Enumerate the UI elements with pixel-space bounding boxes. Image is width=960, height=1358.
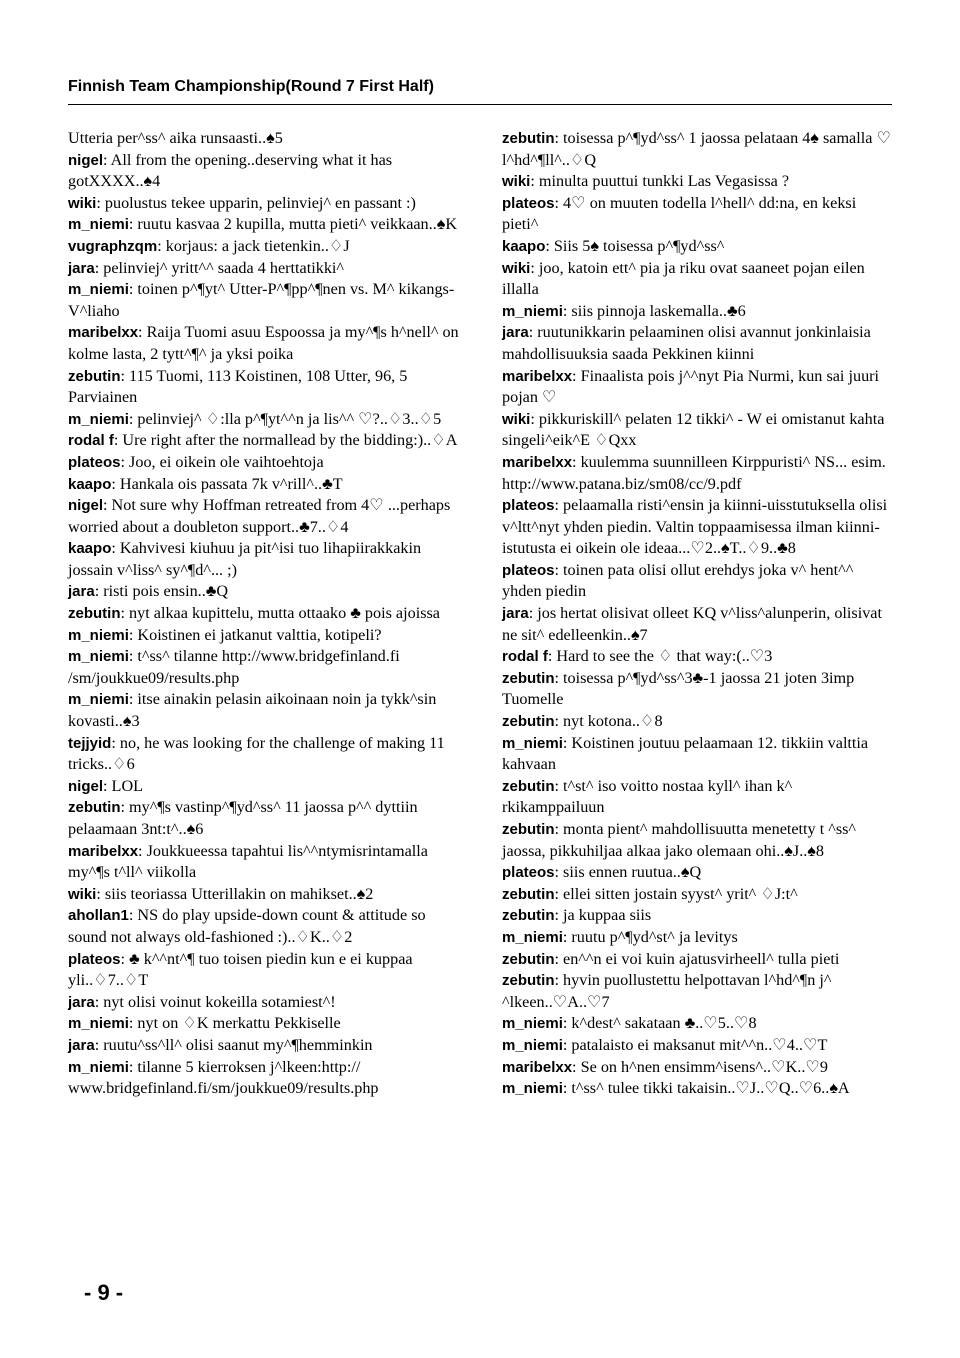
chat-message: : pelinviej^ yritt^^ saada 4 herttatikki^ [94,258,345,277]
chat-username: jara [68,259,95,277]
chat-entry [502,603,894,646]
chat-message: : Joo, ei oikein ole vaihtoehtoja [120,452,324,471]
left-column [68,128,460,1100]
chat-username: m_niemi [502,1015,563,1033]
chat-message: : tilanne 5 kierroksen j^lkeen:http:// www.bridgefinland.fi/sm/joukkue09/results.php [68,1057,379,1098]
chat-entry [502,1035,894,1057]
chat-username: ahollan1 [68,907,129,925]
chat-username: plateos [502,864,555,882]
chat-entry [502,905,894,927]
chat-username: m_niemi [68,281,129,299]
chat-entry [68,128,460,150]
chat-message: : en^^n ei voi kuin ajatusvirheell^ tulla pieti [554,949,840,968]
chat-message: : itse ainakin pelasin aikoinaan noin ja tykk^sin kovasti..♠3 [68,690,437,731]
chat-message: : pelaamalla risti^ensin ja kiinni-uisstutuksella olisi v^ltt^nyt yhden piedin. Valtin toppaamisessa ilman kiinni-istutusta ei oikein ole ideaa...♡2..♠T..♢9..♣8 [502,496,888,558]
chat-username: m_niemi [502,928,563,946]
chat-entry [68,689,460,732]
chat-message: : ruutunikkarin pelaaminen olisi avannut jonkinlaisia mahdollisuuksia saada Pekkinen kiinni [502,323,871,363]
chat-entry [68,992,460,1014]
chat-username: maribelxx [502,1058,573,1076]
chat-message: : risti pois ensin..♣Q [94,582,229,601]
chat-username: nigel [68,497,104,515]
chat-entry [502,495,894,560]
chat-entry [68,581,460,603]
chat-message: : Ure right after the normallead by the bidding:)..♢A [113,431,458,450]
chat-entry [502,193,894,236]
chat-username: zebutin [502,950,555,968]
chat-entry [502,236,894,258]
chat-username: m_niemi [502,734,563,752]
chat-username: vugraphzqm [68,237,158,255]
chat-entry [68,603,460,625]
chat-entry [502,1078,894,1100]
chat-message: : Kahvivesi kiuhuu ja pit^isi tuo lihapiirakkakin jossain v^liss^ sy^¶d^... ;) [68,539,422,579]
chat-entry [68,322,460,365]
chat-entry [502,560,894,603]
chat-entry [502,1057,894,1079]
chat-username: wiki [502,173,531,191]
chat-entry [68,150,460,193]
chat-message: : ruutu^ss^ll^ olisi saanut my^¶hemminkin [94,1035,373,1054]
chat-username: m_niemi [68,1015,129,1033]
chat-message: : joo, katoin ett^ pia ja riku ovat saaneet pojan eilen illalla [502,258,865,299]
chat-username: plateos [68,453,121,471]
chat-message: : Siis 5♠ toisessa p^¶yd^ss^ [545,236,725,255]
chat-message: : t^st^ iso voitto nostaa kyll^ ihan k^ rkikamppailuun [502,776,793,817]
chat-message: : nyt alkaa kupittelu, mutta ottaako ♣ pois ajoissa [120,604,440,623]
chat-entry [502,862,894,884]
chat-username: zebutin [68,605,121,623]
chat-entry [502,819,894,862]
chat-message: : t^ss^ tilanne http://www.bridgefinland.fi /sm/joukkue09/results.php [68,647,400,687]
chat-username: m_niemi [68,691,129,709]
chat-username: zebutin [502,669,555,687]
chat-username: zebutin [502,885,555,903]
chat-message: : nyt olisi voinut kokeilla sotamiest^! [94,992,336,1011]
chat-entry [68,625,460,647]
chat-username: nigel [68,151,104,169]
chat-username: m_niemi [68,648,129,666]
chat-entry [68,1057,460,1100]
chat-username: kaapo [502,237,546,255]
chat-entry [502,301,894,323]
chat-entry [68,905,460,948]
chat-message: : korjaus: a jack tietenkin..♢J [157,236,350,255]
chat-message: : Se on h^nen ensimm^isens^..♡K..♡9 [572,1057,828,1076]
chat-username: rodal f [502,648,548,666]
chat-username: wiki [68,194,97,212]
chat-entry [68,409,460,431]
chat-username: zebutin [502,130,555,147]
header-rule [68,104,892,105]
chat-username: jara [502,605,529,623]
chat-username: zebutin [68,367,121,385]
chat-username: maribelxx [68,324,139,342]
chat-entry [68,495,460,538]
chat-message: : puolustus tekee upparin, pelinviej^ en passant :) [96,193,416,212]
chat-username: zebutin [502,713,555,731]
chat-message: : nyt kotona..♢8 [554,712,663,731]
chat-username: m_niemi [68,216,129,234]
chat-message: : toisessa p^¶yd^ss^ 1 jaossa pelataan 4♠ samalla ♡ l^hd^¶ll^..♢Q [502,129,891,169]
chat-entry [502,949,894,971]
chat-entry [68,797,460,840]
chat-message: : minulta puuttui tunkki Las Vegasissa ? [530,172,790,191]
chat-username: zebutin [502,777,555,795]
chat-entry [502,646,894,668]
chat-entry [68,474,460,496]
chat-message: Utteria per^ss^ aika runsaasti..♠5 [68,129,283,147]
chat-entry [68,258,460,280]
chat-entry [502,322,894,365]
chat-username: m_niemi [502,302,563,320]
chat-entry [502,409,894,452]
chat-message: : LOL [103,776,144,795]
chat-message: : monta pient^ mahdollisuutta menetetty t ^ss^ jaossa, pikkuhiljaa alkaa jako olemaan ohi..♠J..♠8 [502,820,857,860]
chat-message: : pikkuriskill^ pelaten 12 tikki^ - W ei omistanut kahta singeli^eik^E ♢Qxx [502,409,885,450]
chat-entry [68,279,460,322]
chat-entry [502,1013,894,1035]
chat-message: : pelinviej^ ♢:lla p^¶yt^^n ja lis^^ ♡?..♢3..♢5 [128,409,442,428]
chat-message: : ♣ k^^nt^¶ tuo toisen piedin kun e ei kuppaa yli..♢7..♢T [68,949,413,990]
chat-username: m_niemi [68,410,129,428]
chat-username: kaapo [68,540,112,558]
chat-username: rodal f [68,432,114,450]
chat-message: : hyvin puollustettu helpottavan l^hd^¶n j^ ^lkeen..♡A..♡7 [502,971,832,1011]
chat-message: : kuulemma suunnilleen Kirppuristi^ NS... esim. http://www.patana.biz/sm08/cc/9.pdf [502,452,886,493]
chat-entry [68,193,460,215]
chat-entry [502,927,894,949]
chat-username: jara [502,324,529,342]
chat-entry [502,366,894,409]
chat-message: : 4♡ on muuten todella l^hell^ dd:na, en keksi pieti^ [502,193,857,234]
chat-message: : siis pinnoja laskemalla..♣6 [562,301,746,320]
chat-entry [502,668,894,711]
chat-entry [68,884,460,906]
chat-message: : ja kuppaa siis [554,906,652,925]
chat-message: : Koistinen joutuu pelaamaan 12. tikkiin valttia kahvaan [502,733,869,774]
chat-username: maribelxx [68,842,139,860]
chat-username: m_niemi [502,1080,563,1098]
chat-username: zebutin [502,821,555,838]
chat-entry [68,733,460,776]
chat-username: plateos [502,561,555,579]
chat-username: zebutin [68,799,121,817]
chat-username: m_niemi [68,626,129,644]
chat-entry [68,452,460,474]
chat-message: : patalaisto ei maksanut mit^^n..♡4..♡T [562,1035,828,1054]
chat-username: maribelxx [502,453,573,471]
chat-username: zebutin [502,972,555,990]
chat-entry [502,171,894,193]
chat-username: jara [68,993,95,1011]
chat-username: tejjyid [68,734,112,752]
chat-message: : Raija Tuomi asuu Espoossa ja my^¶s h^nell^ on kolme lasta, 2 tytt^¶^ ja yksi poika [68,323,459,363]
chat-message: : toinen pata olisi ollut erehdys joka v^ hent^^ yhden piedin [502,560,854,601]
chat-entry [68,538,460,581]
chat-message: : my^¶s vastinp^¶yd^ss^ 11 jaossa p^^ dyttiin pelaamaan 3nt:t^..♠6 [68,798,418,838]
chat-entry [502,733,894,776]
chat-message: : Hankala ois passata 7k v^rill^..♣T [111,474,343,493]
chat-username: plateos [68,950,121,968]
chat-message: : Not sure why Hoffman retreated from 4♡ ...perhaps worried about a doubleton support..♣7..♢4 [68,496,451,536]
chat-message: : siis teoriassa Utterillakin on mahikset..♠2 [96,884,374,903]
chat-username: kaapo [68,475,112,493]
chat-username: zebutin [502,907,555,925]
chat-username: m_niemi [502,1036,563,1054]
chat-entry [502,884,894,906]
chat-entry [502,128,894,171]
chat-message: : Joukkueessa tapahtui lis^^ntymisrintamalla my^¶s t^ll^ viikolla [68,841,428,882]
chat-entry [502,711,894,733]
chat-username: wiki [502,259,531,277]
chat-entry [68,366,460,409]
chat-message: : ruutu p^¶yd^st^ ja levitys [562,927,738,946]
chat-username: wiki [502,410,531,428]
chat-entry [502,776,894,819]
chat-message: : All from the opening..deserving what it has gotXXXX..♠4 [68,150,393,191]
chat-entry [502,970,894,1013]
chat-entry [68,646,460,689]
chat-message: : NS do play upside-down count & attitude so sound not always old-fashioned :)..♢K..♢2 [68,906,426,946]
chat-message: : Finaalista pois j^^nyt Pia Nurmi, kun sai juuri pojan ♡ [502,366,880,407]
right-column [502,128,894,1100]
chat-message: : ruutu kasvaa 2 kupilla, mutta pieti^ veikkaan..♠K [128,215,458,234]
chat-entry [68,430,460,452]
page-title: Finnish Team Championship(Round 7 First Half) [68,78,434,95]
chat-entry [68,214,460,236]
chat-message: : no, he was looking for the challenge of making 11 tricks..♢6 [68,733,445,774]
chat-message: : toinen p^¶yt^ Utter-P^¶pp^¶nen vs. M^ kikangs-V^liaho [68,280,455,320]
chat-username: plateos [502,194,555,212]
chat-message: : ellei sitten jostain syyst^ yrit^ ♢J:t^ [554,884,798,903]
chat-message: : Koistinen ei jatkanut valttia, kotipeli? [128,625,382,644]
chat-username: plateos [502,497,555,515]
chat-message: : Hard to see the ♢ that way:(..♡3 [547,647,773,666]
chat-username: m_niemi [68,1058,129,1076]
chat-entry [68,841,460,884]
chat-message: : toisessa p^¶yd^ss^3♣-1 jaossa 21 joten 3imp Tuomelle [502,668,855,709]
chat-entry [502,258,894,301]
chat-username: maribelxx [502,367,573,385]
chat-username: jara [68,583,95,601]
chat-message: : 115 Tuomi, 113 Koistinen, 108 Utter, 96, 5 Parviainen [68,366,408,407]
chat-message: : k^dest^ sakataan ♣..♡5..♡8 [562,1014,757,1033]
chat-message: : siis ennen ruutua..♠Q [554,863,702,882]
chat-username: nigel [68,777,104,795]
chat-message: : t^ss^ tulee tikki takaisin..♡J..♡Q..♡6..♠A [562,1079,850,1098]
chat-username: jara [68,1036,95,1054]
chat-username: wiki [68,885,97,903]
chat-entry [68,776,460,798]
chat-entry [68,236,460,258]
page-number: - 9 - [84,1280,124,1305]
chat-message: : jos hertat olisivat olleet KQ v^liss^alunperin, olisivat ne sit^ edelleenkin..♠7 [502,604,882,644]
chat-message: : nyt on ♢K merkattu Pekkiselle [128,1014,341,1033]
chat-entry [68,1013,460,1035]
chat-entry [68,1035,460,1057]
chat-entry [68,949,460,992]
chat-entry [502,452,894,495]
